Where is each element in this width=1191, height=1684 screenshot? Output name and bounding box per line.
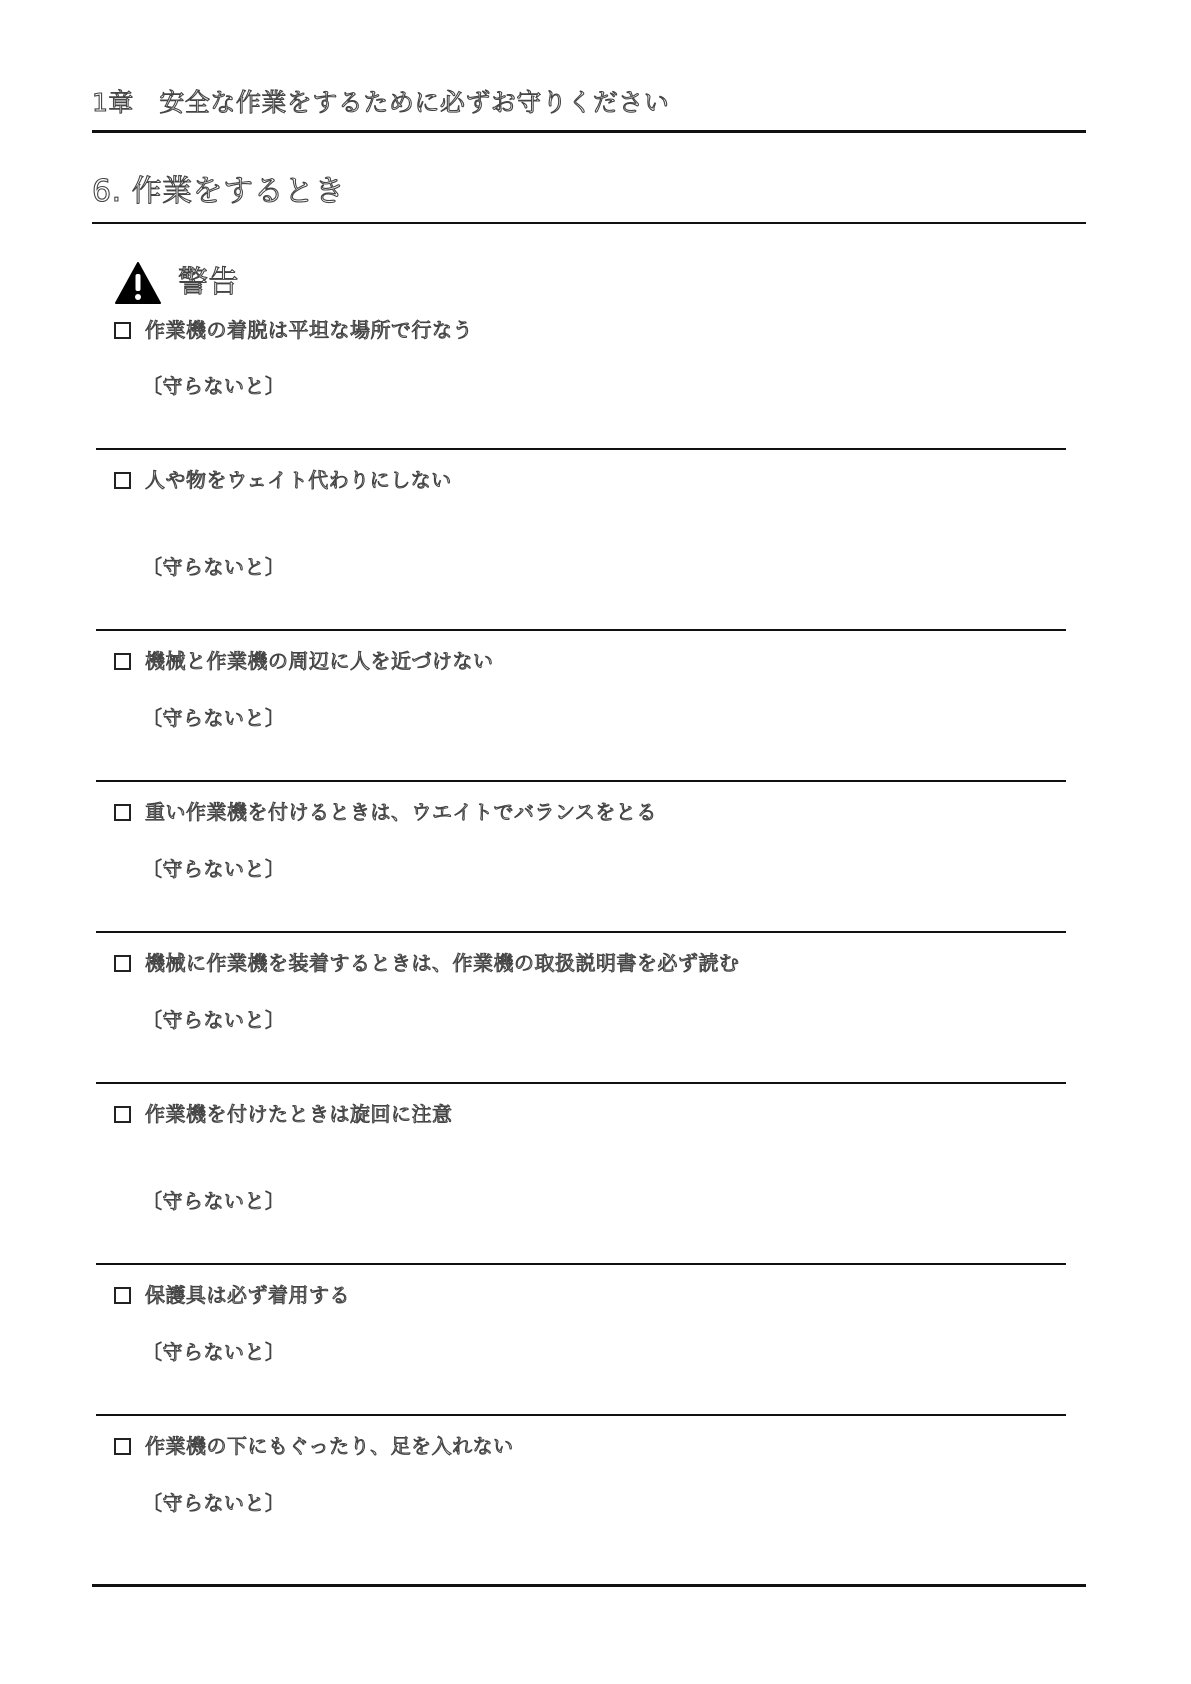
warning-label: 警告 <box>178 265 239 300</box>
chapter-header: 1章 安全な作業をするために必ずお守りください <box>92 88 670 117</box>
item-divider <box>96 629 1066 631</box>
consequence-label: 〔守らないと〕 <box>142 1491 286 1515</box>
warning-item <box>114 796 1064 828</box>
item-divider <box>96 448 1066 450</box>
checkbox-icon[interactable] <box>114 955 131 972</box>
consequence-label: 〔守らないと〕 <box>142 555 286 579</box>
item-divider <box>96 780 1066 782</box>
consequence-label: 〔守らないと〕 <box>142 706 286 730</box>
section-title: 6. 作業をするとき <box>92 174 346 209</box>
checkbox-icon[interactable] <box>114 322 131 339</box>
item-divider <box>96 931 1066 933</box>
warning-item <box>114 1430 1064 1462</box>
consequence-label: 〔守らないと〕 <box>142 1189 286 1213</box>
warning-item <box>114 314 1064 346</box>
checkbox-icon[interactable] <box>114 653 131 670</box>
warning-item <box>114 464 1064 496</box>
warning-item-text: 保護具は必ず着用する <box>145 1283 350 1307</box>
warning-item <box>114 1098 1064 1130</box>
warning-item <box>114 645 1064 677</box>
consequence-label: 〔守らないと〕 <box>142 1008 286 1032</box>
warning-item-text: 機械に作業機を装着するときは、作業機の取扱説明書を必ず読む <box>145 951 740 975</box>
warning-item <box>114 947 1064 979</box>
warning-item-text: 重い作業機を付けるときは、ウエイトでバランスをとる <box>145 800 657 824</box>
warning-item-text: 作業機を付けたときは旋回に注意 <box>145 1102 453 1126</box>
consequence-label: 〔守らないと〕 <box>142 857 286 881</box>
warning-item-text: 人や物をウェイト代わりにしない <box>145 468 452 492</box>
warning-item-text: 作業機の下にもぐったり、足を入れない <box>145 1434 514 1458</box>
checkbox-icon[interactable] <box>114 1106 131 1123</box>
footer-divider <box>92 1584 1086 1587</box>
checkbox-icon[interactable] <box>114 1287 131 1304</box>
item-divider <box>96 1414 1066 1416</box>
warning-item-text: 作業機の着脱は平坦な場所で行なう <box>145 318 473 342</box>
warning-item <box>114 1279 1064 1311</box>
consequence-label: 〔守らないと〕 <box>142 374 286 398</box>
checkbox-icon[interactable] <box>114 472 131 489</box>
consequence-label: 〔守らないと〕 <box>142 1340 286 1364</box>
checkbox-icon[interactable] <box>114 804 131 821</box>
warning-item-text: 機械と作業機の周辺に人を近づけない <box>145 649 494 673</box>
checkbox-icon[interactable] <box>114 1438 131 1455</box>
item-divider <box>96 1263 1066 1265</box>
item-divider <box>96 1082 1066 1084</box>
